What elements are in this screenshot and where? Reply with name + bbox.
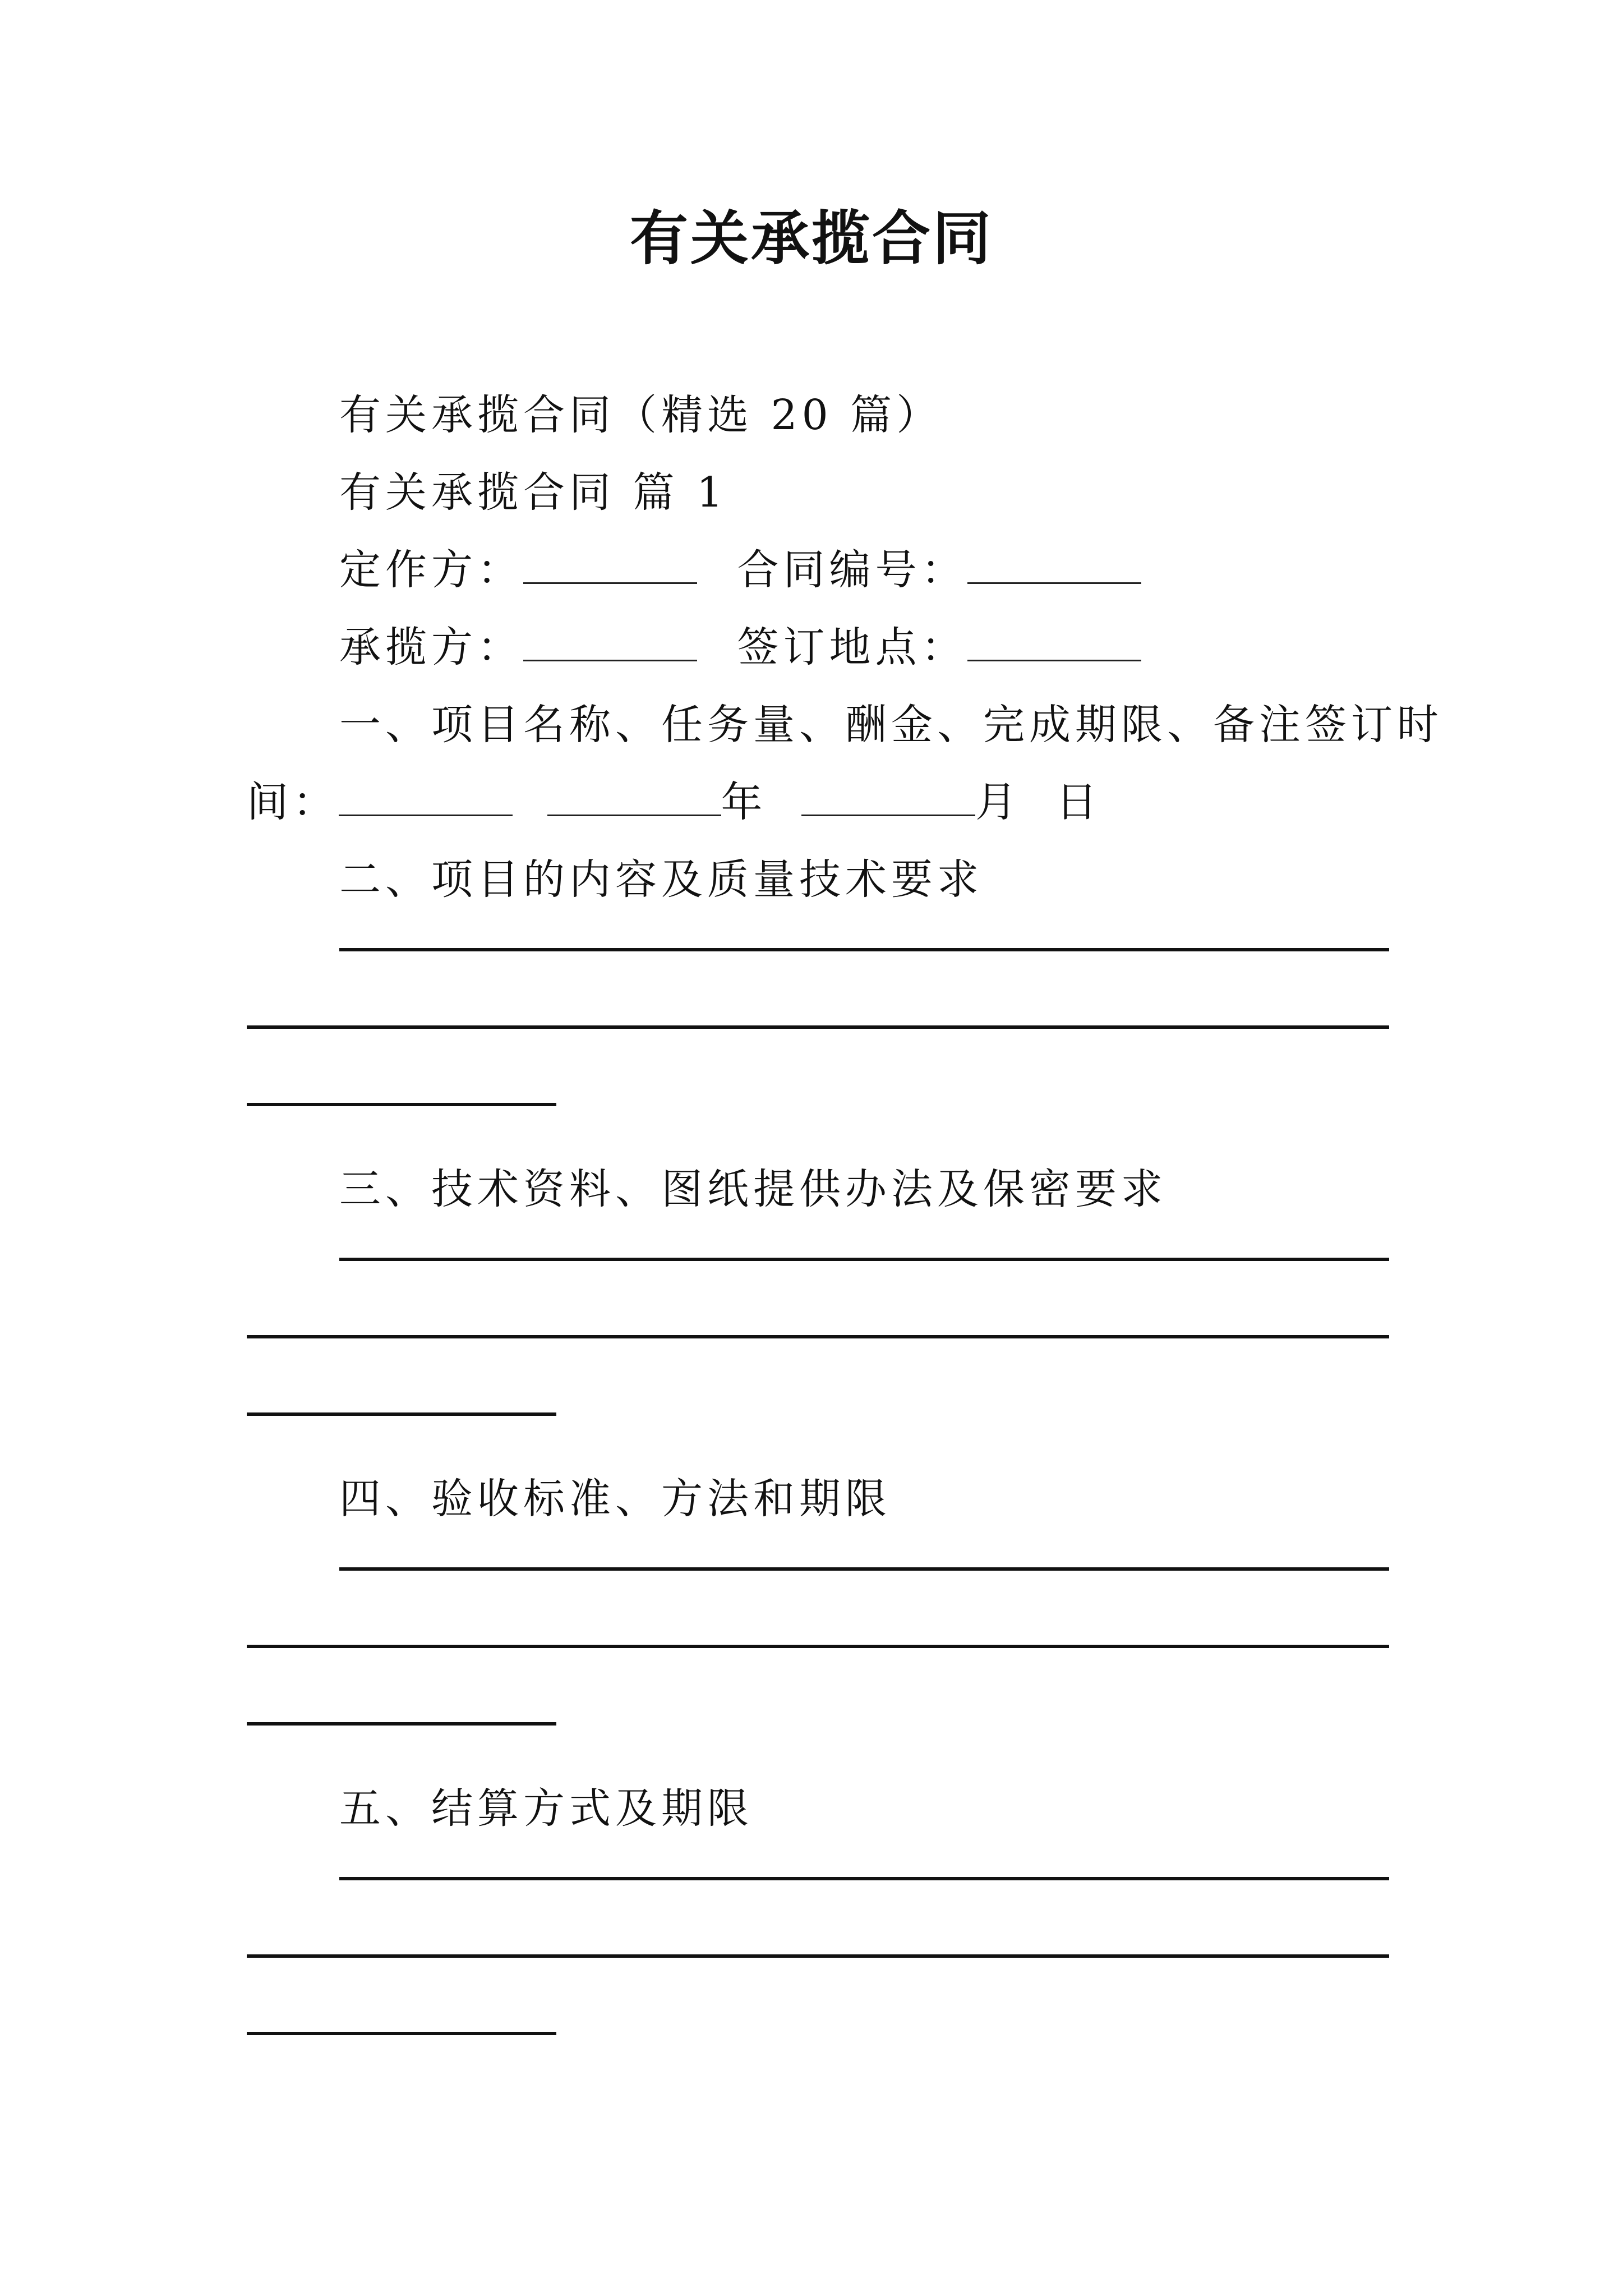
- section1-heading: 一、项目名称、任务量、酬金、完成期限、备注签订时: [339, 701, 1443, 749]
- fill-line: [247, 1722, 556, 1726]
- orderer-label: 定作方：: [339, 546, 523, 594]
- signing-time-prefix: 间：: [247, 778, 339, 826]
- fill-line: [247, 1645, 1389, 1648]
- section3-heading: 三、技术资料、图纸提供办法及保密要求: [339, 1165, 1167, 1213]
- contract-no-blank[interactable]: [967, 544, 1141, 584]
- section4-heading: 四、验收标准、方法和期限: [339, 1475, 891, 1523]
- year-blank[interactable]: [547, 776, 721, 816]
- document-title: 有关承揽合同: [629, 204, 993, 273]
- fill-line: [339, 948, 1389, 951]
- section2-heading: 二、项目的内容及质量技术要求: [339, 855, 983, 904]
- section5-heading: 五、结算方式及期限: [339, 1784, 753, 1833]
- day-label: 日: [1055, 778, 1102, 826]
- contractor-row: [339, 619, 1141, 675]
- signing-place-label: 签订地点：: [737, 623, 967, 671]
- fill-line: [247, 1025, 1389, 1029]
- signing-date-row: [247, 774, 1102, 830]
- fill-line: [247, 1954, 1389, 1958]
- fill-line: [339, 1567, 1389, 1571]
- fill-line: [247, 1335, 1389, 1338]
- fill-line: [247, 1103, 556, 1106]
- signing-time-blank[interactable]: [339, 776, 513, 816]
- year-label: 年: [721, 778, 767, 826]
- orderer-blank[interactable]: [523, 544, 697, 584]
- contractor-label: 承揽方：: [339, 623, 523, 671]
- fill-line: [339, 1258, 1389, 1261]
- fill-line: [247, 2032, 556, 2035]
- month-blank[interactable]: [801, 776, 975, 816]
- orderer-row: [339, 542, 1141, 598]
- fill-line: [247, 1412, 556, 1416]
- article-heading: 有关承揽合同 篇 1: [339, 468, 728, 517]
- month-label: 月: [975, 778, 1022, 826]
- signing-place-blank[interactable]: [967, 622, 1141, 661]
- contractor-blank[interactable]: [523, 622, 697, 661]
- document-subtitle: 有关承揽合同（精选 20 篇）: [339, 391, 943, 439]
- contract-no-label: 合同编号：: [737, 546, 967, 594]
- fill-line: [339, 1877, 1389, 1880]
